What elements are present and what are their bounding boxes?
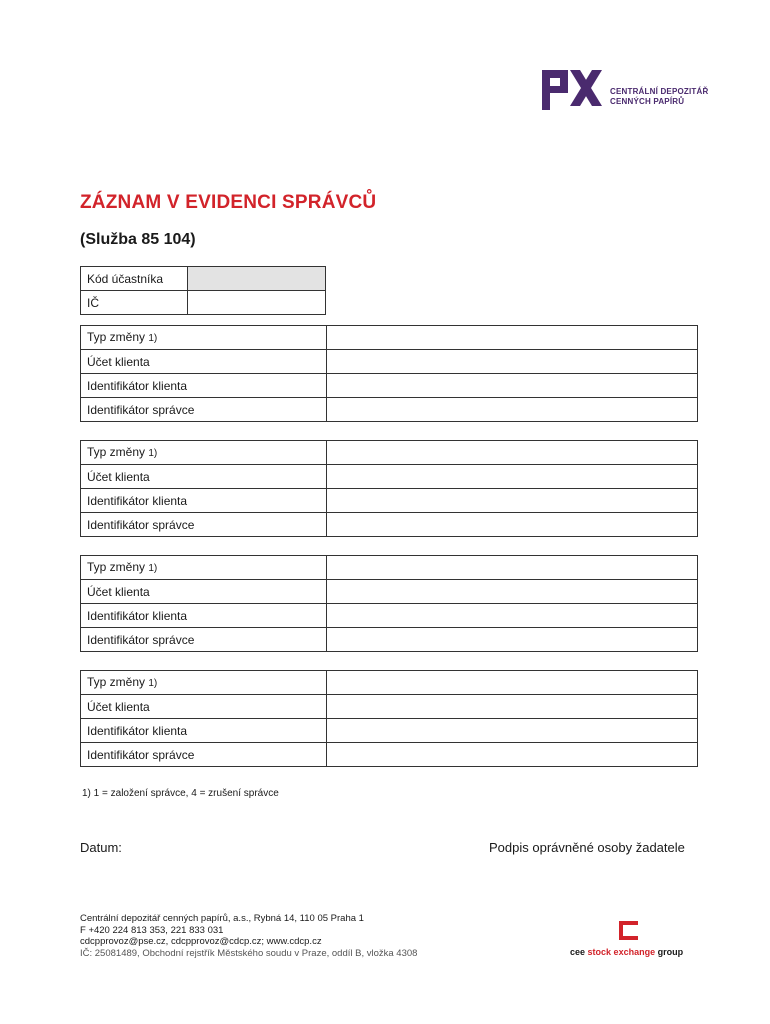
change-type-note: 1)	[148, 447, 158, 459]
change-type-note: 1)	[148, 332, 158, 344]
participant-table	[80, 266, 326, 315]
client-id-field[interactable]	[327, 374, 698, 398]
participant-ic-field[interactable]	[188, 291, 326, 315]
participant-code-field[interactable]	[188, 267, 326, 291]
change-type-field[interactable]	[327, 326, 698, 350]
logo-line-1: CENTRÁLNÍ DEPOZITÁŘ	[610, 87, 709, 96]
change-type-field[interactable]	[327, 671, 698, 695]
table-row	[81, 628, 698, 652]
change-type-field[interactable]	[327, 441, 698, 465]
change-type-field[interactable]	[327, 556, 698, 580]
client-id-label: Identifikátor klienta	[81, 719, 327, 743]
table-row	[81, 465, 698, 489]
participant-ic-row	[81, 291, 326, 315]
client-id-field[interactable]	[327, 604, 698, 628]
participant-code-label: Kód účastníka	[81, 267, 188, 291]
footnote: 1) 1 = založení správce, 4 = zrušení správce	[82, 788, 279, 799]
footer-line-2: F +420 224 813 353, 221 833 031	[80, 924, 224, 936]
client-account-field[interactable]	[327, 695, 698, 719]
client-account-field[interactable]	[327, 465, 698, 489]
signature-label: Podpis oprávněné osoby žadatele	[489, 840, 685, 855]
table-row	[81, 441, 698, 465]
client-account-field[interactable]	[327, 580, 698, 604]
table-row	[81, 671, 698, 695]
table-row	[81, 489, 698, 513]
cee-text-prefix: cee	[570, 947, 586, 957]
client-account-label: Účet klienta	[81, 580, 327, 604]
client-id-label: Identifikátor klienta	[81, 604, 327, 628]
client-account-label: Účet klienta	[81, 465, 327, 489]
change-type-text: Typ změny	[87, 329, 146, 344]
admin-id-field[interactable]	[327, 398, 698, 422]
change-type-label	[81, 326, 327, 350]
table-row	[81, 580, 698, 604]
client-id-field[interactable]	[327, 489, 698, 513]
admin-id-label: Identifikátor správce	[81, 513, 327, 537]
change-block-3	[80, 555, 698, 652]
cee-group-logo-icon	[619, 921, 639, 941]
table-row	[81, 695, 698, 719]
logo-line-2: CENNÝCH PAPÍRŮ	[610, 97, 685, 106]
footer-line-3: cdcpprovoz@pse.cz, cdcpprovoz@cdcp.cz; www.cdcp.cz	[80, 936, 322, 947]
date-label: Datum:	[80, 840, 122, 855]
change-type-note: 1)	[148, 562, 158, 574]
participant-code-row	[81, 267, 326, 291]
footer-address	[80, 913, 417, 959]
table-row	[81, 743, 698, 767]
client-account-field[interactable]	[327, 350, 698, 374]
cee-text-mid: stock exchange	[587, 947, 656, 957]
admin-id-label: Identifikátor správce	[81, 398, 327, 422]
client-account-label: Účet klienta	[81, 350, 327, 374]
admin-id-label: Identifikátor správce	[81, 743, 327, 767]
admin-id-field[interactable]	[327, 743, 698, 767]
table-row	[81, 374, 698, 398]
change-block-1	[80, 325, 698, 422]
admin-id-field[interactable]	[327, 628, 698, 652]
admin-id-field[interactable]	[327, 513, 698, 537]
client-id-label: Identifikátor klienta	[81, 374, 327, 398]
logo-text	[610, 87, 708, 107]
table-row	[81, 604, 698, 628]
client-id-label: Identifikátor klienta	[81, 489, 327, 513]
table-row	[81, 350, 698, 374]
change-type-text: Typ změny	[87, 444, 146, 459]
cee-group-text	[570, 947, 683, 957]
table-row	[81, 326, 698, 350]
change-type-label	[81, 556, 327, 580]
table-row	[81, 398, 698, 422]
footer-line-4: IČ: 25081489, Obchodní rejstřík Městského soudu v Praze, oddíl B, vložka 4308	[80, 947, 418, 959]
table-row	[81, 719, 698, 743]
table-row	[81, 513, 698, 537]
cee-text-suffix: group	[657, 947, 684, 957]
change-type-label	[81, 441, 327, 465]
change-block-2	[80, 440, 698, 537]
client-account-label: Účet klienta	[81, 695, 327, 719]
change-type-label	[81, 671, 327, 695]
table-row	[81, 556, 698, 580]
admin-id-label: Identifikátor správce	[81, 628, 327, 652]
page-title: ZÁZNAM V EVIDENCI SPRÁVCŮ	[80, 192, 377, 213]
change-type-text: Typ změny	[87, 674, 146, 689]
participant-ic-label: IČ	[81, 291, 188, 315]
footer-line-1: Centrální depozitář cenných papírů, a.s., Rybná 14, 110 05 Praha 1	[80, 913, 364, 924]
client-id-field[interactable]	[327, 719, 698, 743]
change-type-note: 1)	[148, 677, 158, 689]
change-type-text: Typ změny	[87, 559, 146, 574]
page-subtitle: (Služba 85 104)	[80, 231, 196, 248]
change-block-4	[80, 670, 698, 767]
px-logo-icon	[540, 66, 604, 110]
